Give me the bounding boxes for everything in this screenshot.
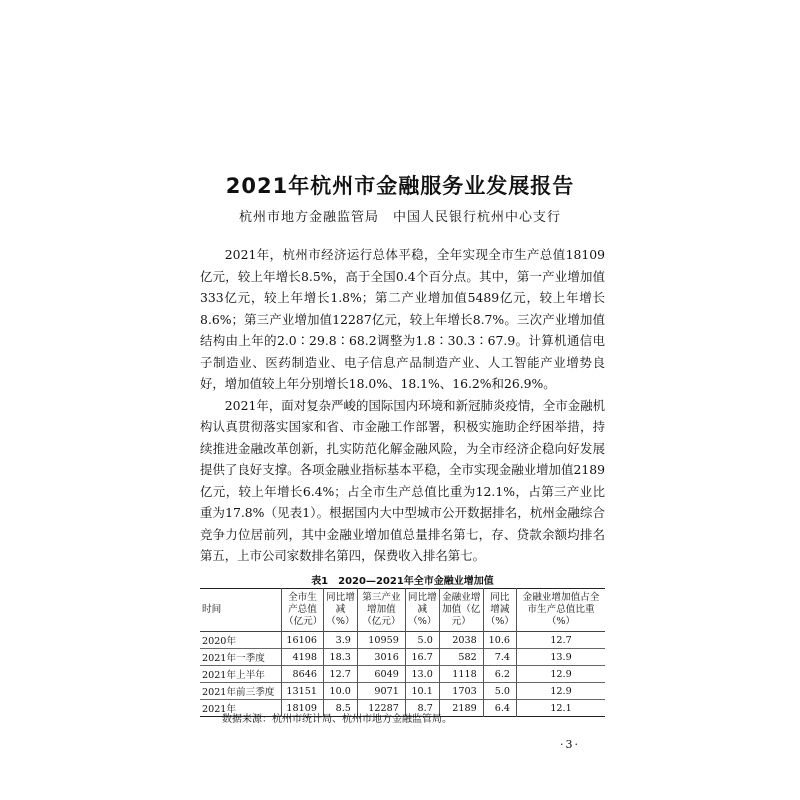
header-cell: 时间 (202, 604, 222, 615)
table-cell: 2021年一季度 (202, 653, 265, 664)
table-cell: 6.2 (483, 666, 516, 683)
header-cell: 金融业增加值占全市生产总值比重（%） (517, 589, 605, 632)
table-cell: 8646 (281, 666, 323, 683)
table-cell: 6.4 (483, 700, 516, 717)
table-cell: 13151 (281, 683, 323, 700)
table-cell: 12.9 (517, 683, 605, 700)
table-cell: 3016 (357, 649, 405, 666)
header-cell: 第三产业增加值（亿元） (357, 589, 405, 632)
table-cell: 10.0 (323, 683, 357, 700)
table-cell: 2038 (439, 632, 483, 649)
report-title: 2021年杭州市金融服务业发展报告 (225, 174, 575, 198)
table-cell: 582 (439, 649, 483, 666)
table-cell: 12.1 (517, 700, 605, 717)
table-row (200, 683, 605, 700)
header-cell: 全市生产总值（亿元） (281, 589, 323, 632)
table-cell: 10.6 (483, 632, 516, 649)
table-cell: 10959 (357, 632, 405, 649)
table-cell: 6049 (357, 666, 405, 683)
table-header-row (200, 589, 605, 632)
table-cell: 18.3 (323, 649, 357, 666)
paragraph-economy: 2021年，杭州市经济运行总体平稳，全年实现全市生产总值18109亿元，较上年增长8.5%，高于全国0.4个百分点。其中，第一产业增加值333亿元，较上年增长1.8%；第二产业增加值5489亿元，较上年增长8.6%；第三产业增加值12287亿元，较上年增长8.7%。三次产业增加值结构由上年的2.0∶29.8∶68.2调整为1.8∶30.3∶67.9。计算机通信电子制造业、医药制造业、电子信息产品制造产业、人工智能产业增势良好，增加值较上年分别增长18.0%、18.1%、16.2%和26.9%。 (200, 247, 605, 391)
table-source-note: 数据来源：杭州市统计局、杭州市地方金融监管局。 (222, 714, 452, 725)
table-cell: 12287 (357, 700, 405, 717)
table-row (200, 666, 605, 683)
table-cell: 13.9 (517, 649, 605, 666)
table-cell: 9071 (357, 683, 405, 700)
table-cell: 3.9 (323, 632, 357, 649)
table-row (200, 632, 605, 649)
table-row (200, 649, 605, 666)
table-cell: 4198 (281, 649, 323, 666)
body-text (200, 244, 605, 567)
header-cell: 同比增减（%） (483, 589, 516, 632)
table-cell: 12.7 (323, 666, 357, 683)
report-authors: 杭州市地方金融监管局 中国人民银行杭州中心支行 (238, 210, 561, 225)
table-cell: 16106 (281, 632, 323, 649)
table-cell: 8.5 (323, 700, 357, 717)
page-number: ·3· (560, 738, 580, 751)
table-cell: 7.4 (483, 649, 516, 666)
table-cell: 5.0 (483, 683, 516, 700)
table-cell: 2021年 (202, 704, 237, 715)
header-cell: 同比增减（%） (323, 589, 357, 632)
table-cell: 2021年前三季度 (202, 687, 275, 698)
table-cell: 13.0 (405, 666, 439, 683)
table-cell: 2189 (439, 700, 483, 717)
table-cell: 2020年 (202, 636, 237, 647)
table-cell: 18109 (281, 700, 323, 717)
table-cell: 1703 (439, 683, 483, 700)
table-cell: 16.7 (405, 649, 439, 666)
header-cell: 金融业增加值（亿元） (439, 589, 483, 632)
table-cell: 10.1 (405, 683, 439, 700)
table-cell: 12.9 (517, 666, 605, 683)
table-cell: 5.0 (405, 632, 439, 649)
finance-value-added-table (200, 588, 605, 717)
table-cell: 8.7 (405, 700, 439, 717)
table-caption: 表1 2020—2021年全市金融业增加值 (311, 576, 494, 587)
paragraph-finance: 2021年，面对复杂严峻的国际国内环境和新冠肺炎疫情，全市金融机构认真贯彻落实国家和省、市金融工作部署，积极实施助企纾困举措，持续推进金融改革创新，扎实防范化解金融风险，为全市经济企稳向好发展提供了良好支撑。各项金融业指标基本平稳，全市实现金融业增加值2189亿元，较上年增长6.4%；占全市生产总值比重为12.1%，占第三产业比重为17.8%（见表1）。根据国内大中型城市公开数据排名，杭州金融综合竞争力位居前列，其中金融业增加值总量排名第七，存、贷款余额均排名第五，上市公司家数排名第四，保费收入排名第七。 (200, 397, 605, 563)
table-cell: 1118 (439, 666, 483, 683)
header-cell: 同比增减（%） (405, 589, 439, 632)
table-cell: 12.7 (517, 632, 605, 649)
table-cell: 2021年上半年 (202, 670, 265, 681)
